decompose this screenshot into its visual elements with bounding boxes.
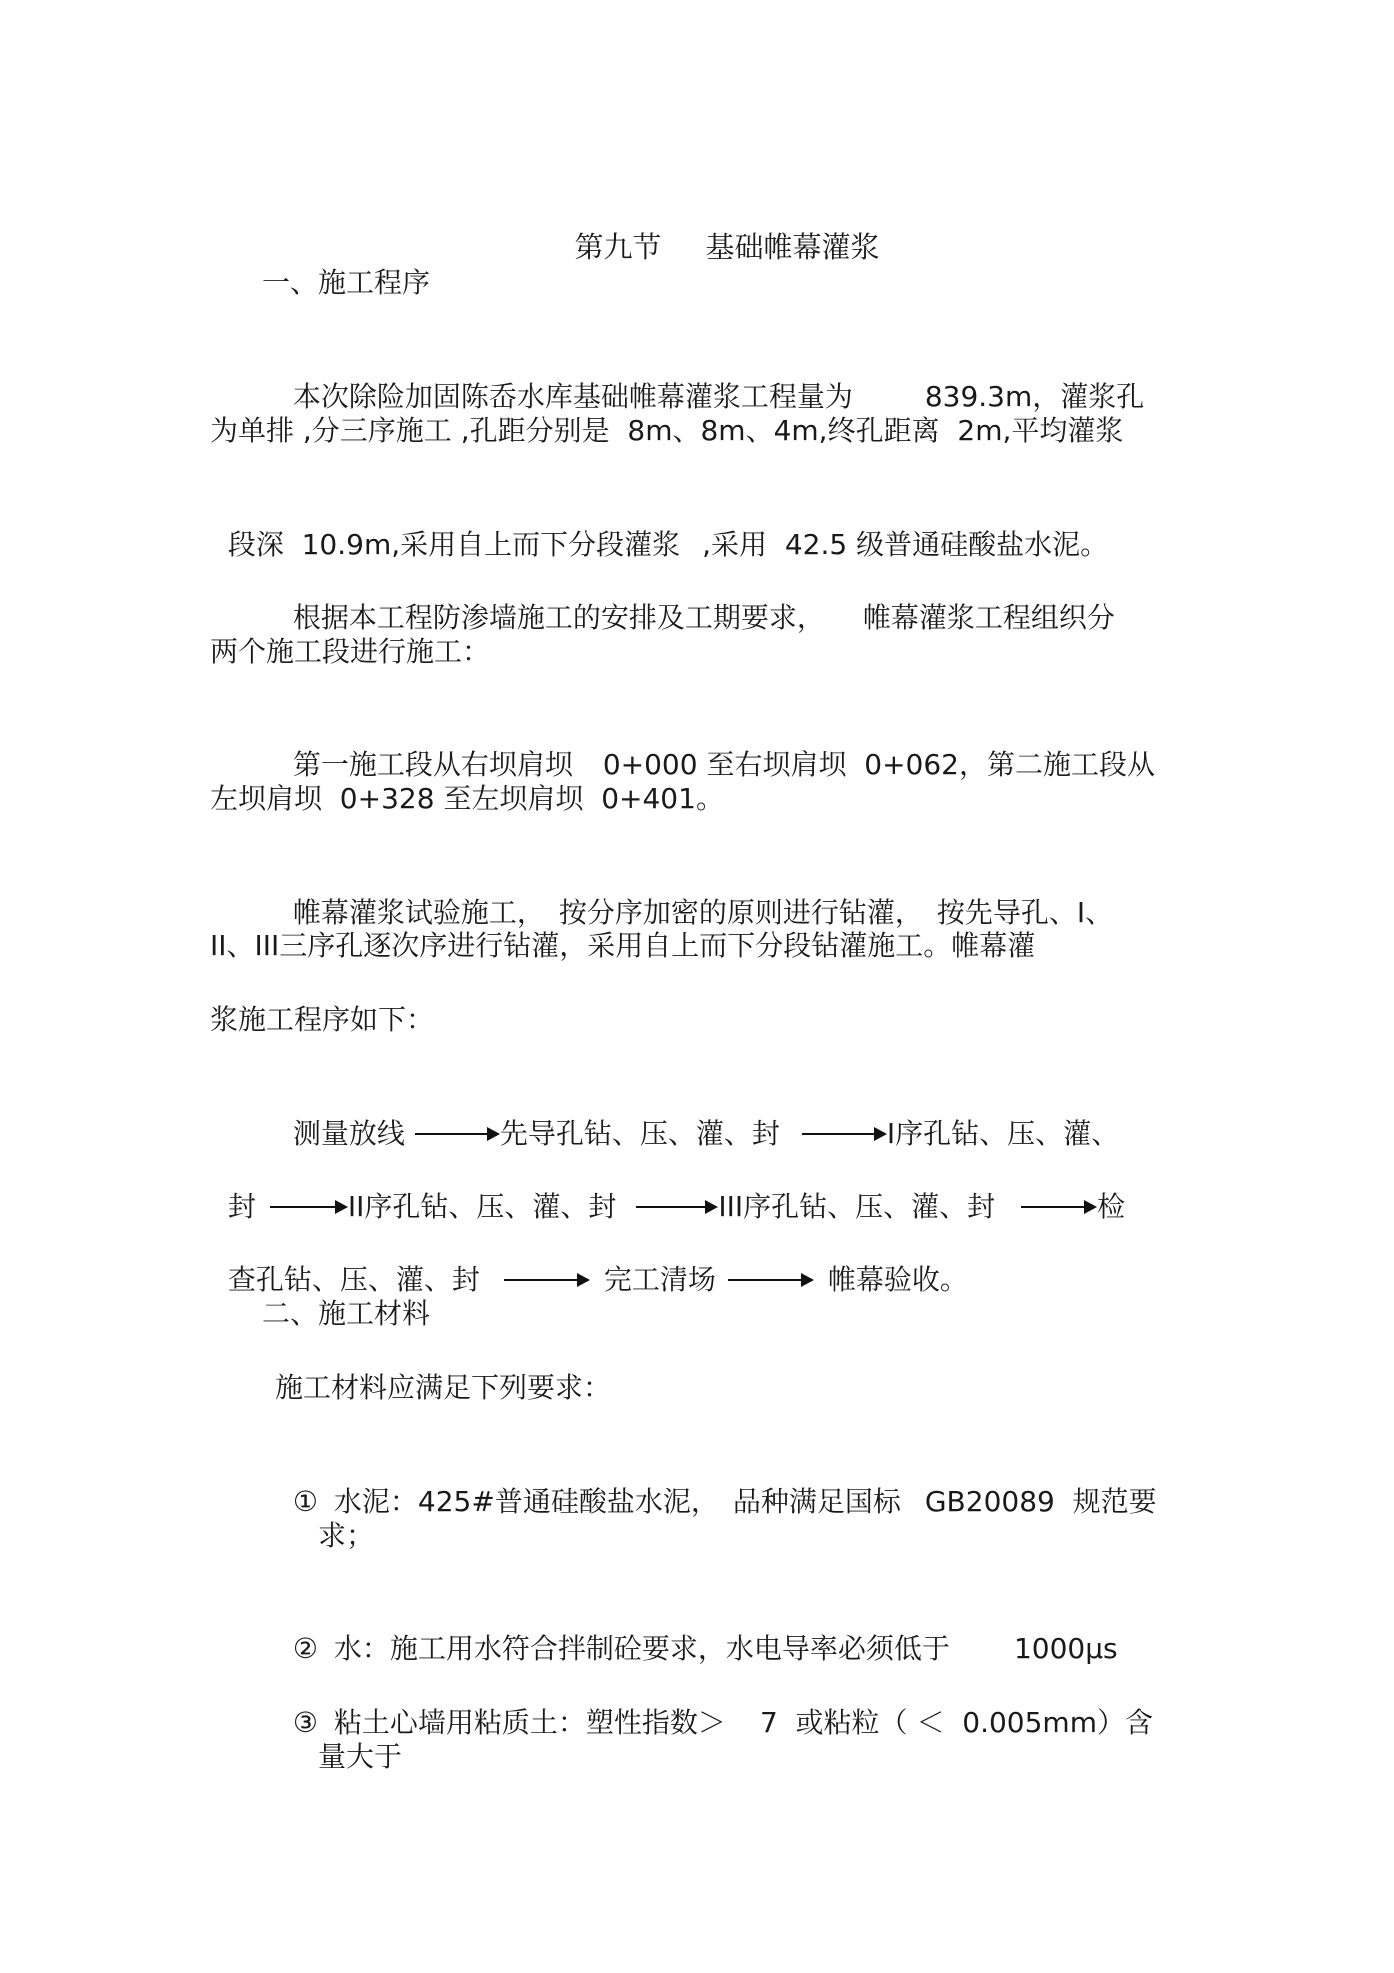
p3-line2: 左坝肩坝 0+328 至左坝肩坝 0+401。 xyxy=(210,782,724,815)
material-item-cement xyxy=(275,1442,1157,1522)
flow-line2 xyxy=(210,1147,1125,1227)
flow-step-order1-end: 封 xyxy=(227,1190,256,1223)
item-number: ① xyxy=(292,1485,318,1518)
p1-line3-a: 段深 10.9m,采用自上而下分段灌浆 xyxy=(227,528,681,561)
material-item-clay xyxy=(275,1663,1153,1743)
p4-line1 xyxy=(275,853,1113,933)
item-text-standard: 品种满足国标 xyxy=(732,1485,901,1518)
title-section-name: 基础帷幕灌浆 xyxy=(705,230,880,264)
p3-line1 xyxy=(275,705,1155,785)
p4-line1-c: 按先导孔、Ⅰ、 xyxy=(936,896,1114,929)
item-text-code: GB20089 规范要 xyxy=(924,1485,1157,1518)
section-title xyxy=(556,187,879,267)
flow-step-check-start: 检 xyxy=(1097,1190,1126,1223)
p1-line3 xyxy=(210,485,1108,565)
flow-step-check-hole: 查孔钻、压、灌、封 xyxy=(227,1263,480,1296)
item-text: 水：施工用水符合拌制砼要求，水电导率必须低于 xyxy=(333,1632,950,1665)
item-number: ③ xyxy=(292,1706,318,1739)
flow-step-cleanup: 完工清场 xyxy=(603,1263,716,1296)
p4-line2: II、III三序孔逐次序进行钻灌，采用自上而下分段钻灌施工。帷幕灌 xyxy=(210,929,1036,962)
flow-step-acceptance: 帷幕验收。 xyxy=(827,1263,968,1296)
flow-step-pilot-hole: 先导孔钻、压、灌、封 xyxy=(499,1117,780,1150)
flow-line1 xyxy=(275,1074,1119,1154)
p3-line1-b: 0+000 至右坝肩坝 0+062，第二施工段从 xyxy=(602,748,1155,781)
flow-arrow-6 xyxy=(504,1260,590,1300)
flow-step-order3: III序孔钻、压、灌、封 xyxy=(718,1190,996,1223)
item-number: ② xyxy=(292,1632,318,1665)
p1-line1-quantity: 839.3m，灌浆孔 xyxy=(924,380,1145,413)
flow-arrow-5 xyxy=(1021,1187,1097,1227)
p1-line3-b: ,采用 42.5 级普通硅酸盐水泥。 xyxy=(702,528,1109,561)
flow-arrow-7 xyxy=(728,1260,814,1300)
material-item-cement-cont: 求； xyxy=(318,1519,375,1552)
p4-line1-a: 帷幕灌浆试验施工， xyxy=(292,896,545,929)
flow-step-survey: 测量放线 xyxy=(292,1117,405,1150)
item-text: 粘土心墙用粘质土：塑性指数＞ xyxy=(333,1706,726,1739)
p1-line1-text: 本次除险加固陈岙水库基础帷幕灌浆工程量为 xyxy=(292,380,853,413)
material-item-clay-cont: 量大于 xyxy=(318,1740,403,1773)
section1-heading: 一、施工程序 xyxy=(262,266,431,299)
flow-line3 xyxy=(210,1220,968,1300)
item-text-value: 7 或粘粒（ ＜ 0.005mm）含 xyxy=(759,1706,1153,1739)
flow-step-order2: II序孔钻、压、灌、封 xyxy=(347,1190,617,1223)
p4-line1-b: 按分序加密的原则进行钻灌， xyxy=(558,896,923,929)
p2-line2: 两个施工段进行施工： xyxy=(210,635,491,668)
flow-step-order1: Ⅰ序孔钻、压、灌、 xyxy=(886,1117,1120,1150)
item-text-value: 1000μs xyxy=(1013,1632,1118,1665)
p4-line3: 浆施工程序如下： xyxy=(210,1003,435,1036)
material-item-water xyxy=(275,1589,1118,1669)
materials-intro: 施工材料应满足下列要求： xyxy=(275,1371,612,1404)
p3-line1-a: 第一施工段从右坝肩坝 xyxy=(292,748,573,781)
section2-heading: 二、施工材料 xyxy=(262,1297,431,1330)
p1-line1 xyxy=(275,337,1144,417)
p1-line2: 为单排 ,分三序施工 ,孔距分别是 8m、8m、4m,终孔距离 2m,平均灌浆 xyxy=(210,414,1124,447)
p2-line1-a: 根据本工程防渗墙施工的安排及工期要求， xyxy=(292,601,825,634)
p2-line1 xyxy=(275,558,1115,638)
title-section-number: 第九节 xyxy=(574,230,662,264)
item-text: 水泥：425#普通硅酸盐水泥， xyxy=(333,1485,719,1518)
p2-line1-b: 帷幕灌浆工程组织分 xyxy=(862,601,1115,634)
